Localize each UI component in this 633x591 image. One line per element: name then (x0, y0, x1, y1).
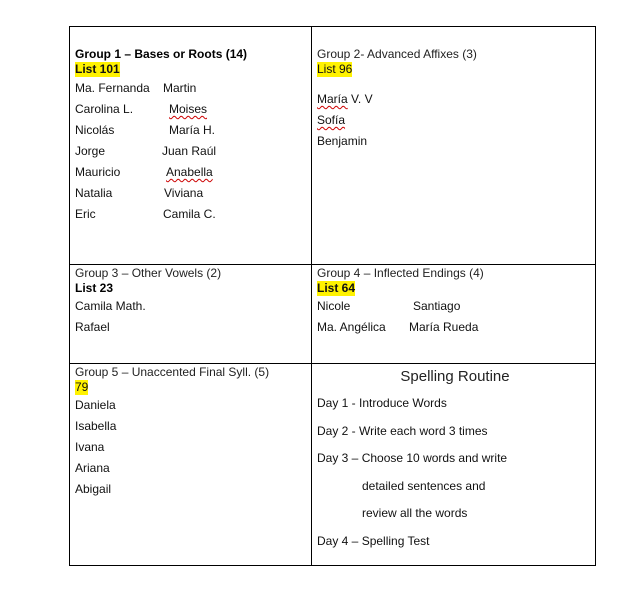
groups-table (69, 26, 596, 566)
list-item: Sofía (317, 113, 346, 127)
group3-title: Group 3 – Other Vowels (2) (75, 266, 222, 280)
group5-list: 79 (75, 380, 89, 394)
list-item: Mauricio Anabella (75, 165, 213, 179)
routine-day-1: Day 1 - Introduce Words (317, 396, 447, 410)
list-item: Camila Math. (75, 299, 146, 313)
list-item: Natalia Viviana (75, 186, 204, 200)
group5-names (75, 395, 307, 500)
group2-names (317, 89, 593, 152)
table-row-divider-1 (70, 264, 595, 265)
list-item: Ivana (75, 440, 105, 454)
group1-list: List 101 (75, 62, 120, 76)
group3-cell (75, 266, 307, 338)
spelling-routine-cell (317, 365, 593, 555)
list-item: Nicolás María H. (75, 123, 216, 137)
routine-steps (317, 390, 593, 555)
group4-names (317, 296, 593, 338)
group4-cell (317, 266, 593, 338)
list-item: Ma. Angélica María Rueda (317, 320, 479, 334)
routine-day-3: Day 3 – Choose 10 words and write (317, 451, 508, 465)
list-item: Rafael (75, 320, 110, 334)
routine-day-4: Day 4 – Spelling Test (317, 533, 430, 548)
group3-list: List 23 (75, 281, 114, 295)
list-item: Daniela (75, 398, 116, 412)
routine-day-2: Day 2 - Write each word 3 times (317, 423, 488, 438)
list-item: Ma. Fernanda Martin (75, 81, 197, 95)
list-item: Nicole Santiago (317, 299, 461, 313)
list-item: Carolina L. Moises (75, 102, 208, 116)
group2-title: Group 2- Advanced Affixes (3) (317, 47, 477, 61)
list-item: Ariana (75, 461, 110, 475)
table-row-divider-2 (70, 363, 595, 364)
group1-title: Group 1 – Bases or Roots (14) (75, 47, 248, 61)
table-column-divider (311, 27, 312, 565)
routine-day-3-cont-2: review all the words (362, 506, 468, 520)
group4-title: Group 4 – Inflected Endings (4) (317, 266, 484, 280)
list-item: Eric Camila C. (75, 207, 216, 221)
list-item: Isabella (75, 419, 117, 433)
list-item: Abigail (75, 482, 112, 496)
list-item: María V. V (317, 92, 373, 106)
list-item: Jorge Juan Raúl (75, 144, 217, 158)
group2-cell (317, 47, 593, 152)
routine-title: Spelling Routine (400, 368, 510, 385)
group2-list: List 96 (317, 62, 353, 76)
group5-cell (75, 365, 307, 500)
group4-list: List 64 (317, 281, 356, 295)
routine-day-3-cont-1: detailed sentences and (362, 478, 486, 493)
list-item: Benjamin (317, 134, 368, 148)
group5-title: Group 5 – Unaccented Final Syll. (5) (75, 365, 270, 379)
group3-names (75, 296, 307, 338)
group1-cell (75, 47, 307, 225)
group1-names (75, 78, 307, 225)
